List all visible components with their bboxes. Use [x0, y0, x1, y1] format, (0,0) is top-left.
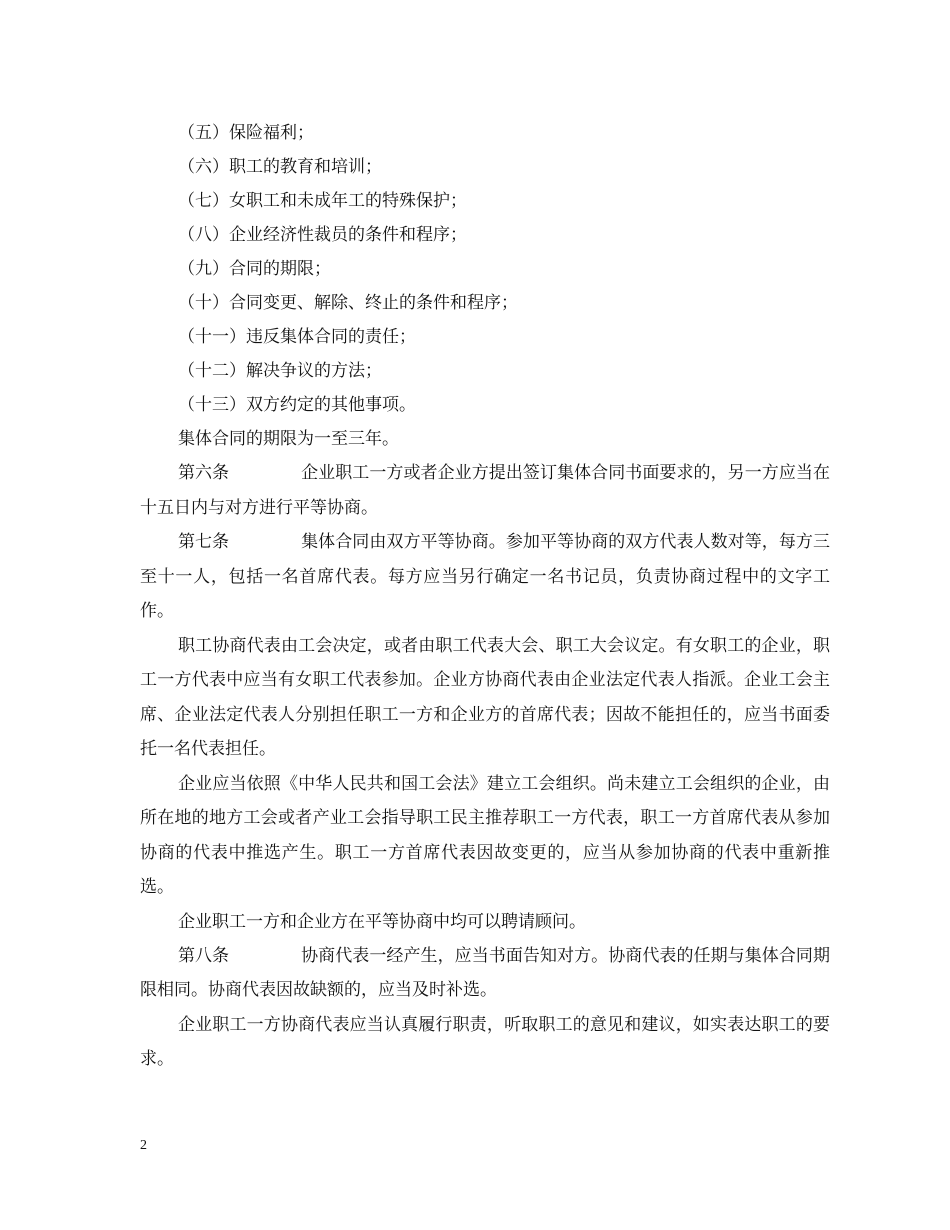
advisor-paragraph: 企业职工一方和企业方在平等协商中均可以聘请顾问。	[178, 911, 586, 932]
union-paragraph: 企业应当依照《中华人民共和国工会法》建立工会组织。尚未建立工会组织的企业，由所在地的地方工会或者产业工会指导职工民主推荐职工一方代表，职工一方首席代表从参加协商的代表中推选产生。职工一方首席代表因故变更的，应当从参加协商的代表中重新推选。	[140, 773, 830, 897]
article-6-label: 第六条	[178, 463, 229, 483]
article-6-body: 企业职工一方或者企业方提出签订集体合同书面要求的，另一方应当在十五日内与对方进行平等协商。	[140, 463, 830, 518]
contract-term-paragraph: 集体合同的期限为一至三年。	[178, 429, 399, 449]
article-7	[140, 525, 830, 629]
representatives-paragraph: 职工协商代表由工会决定，或者由职工代表大会、职工大会议定。有女职工的企业，职工一方代表中应当有女职工代表参加。企业方协商代表由企业法定代表人指派。企业工会主席、企业法定代表人分别担任职工一方和企业方的首席代表；因故不能担任的，应当书面委托一名代表担任。	[140, 635, 830, 759]
article-8-body: 协商代表一经产生，应当书面告知对方。协商代表的任期与集体合同期限相同。协商代表因故缺额的，应当及时补选。	[140, 945, 830, 1000]
list-item-7: （七）女职工和未成年工的特殊保护；	[178, 191, 467, 211]
page-body	[140, 116, 830, 1077]
list-item-8: （八）企业经济性裁员的条件和程序；	[178, 225, 467, 245]
article-8	[140, 939, 830, 1008]
list-item-12: （十二）解决争议的方法；	[178, 361, 382, 381]
article-6	[140, 456, 830, 525]
article-7-body: 集体合同由双方平等协商。参加平等协商的双方代表人数对等，每方三至十一人，包括一名首席代表。每方应当另行确定一名书记员，负责协商过程中的文字工作。	[140, 532, 830, 621]
list-item-5: （五）保险福利；	[178, 123, 314, 143]
page-number: 2	[140, 1138, 147, 1153]
duty-paragraph: 企业职工一方协商代表应当认真履行职责，听取职工的意见和建议，如实表达职工的要求。	[140, 1014, 830, 1069]
list-item-10: （十）合同变更、解除、终止的条件和程序；	[178, 293, 518, 313]
list-item-11: （十一）违反集体合同的责任；	[178, 327, 416, 347]
list-item-9: （九）合同的期限；	[178, 259, 331, 279]
list-item-13: （十三）双方约定的其他事项。	[178, 395, 416, 415]
article-7-label: 第七条	[178, 532, 229, 552]
list-item-6: （六）职工的教育和培训；	[178, 157, 382, 177]
article-8-label: 第八条	[178, 945, 229, 966]
contract-content-list	[140, 116, 830, 422]
